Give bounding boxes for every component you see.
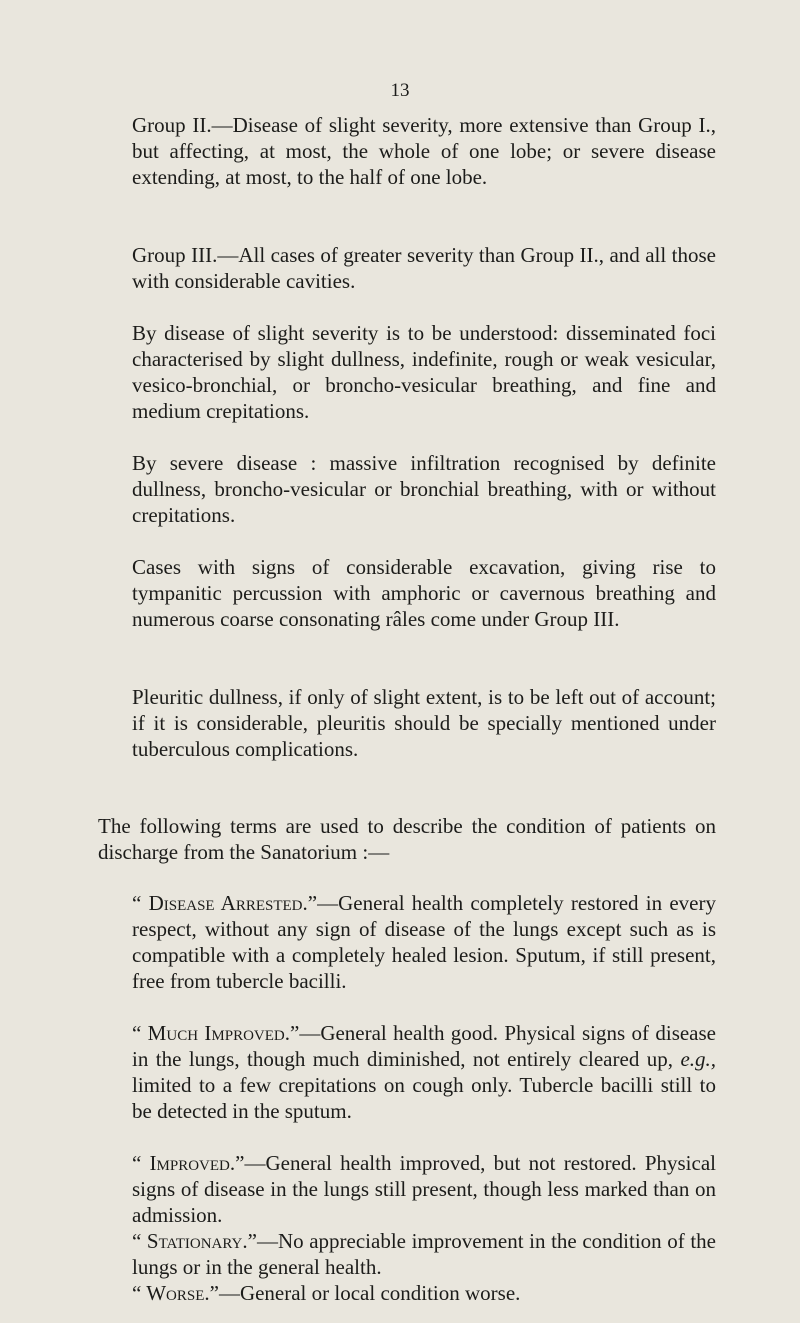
term-worse (132, 1280, 716, 1306)
term-description-continued: limited to a few crepitations on cough only. Tubercle bacilli still to be detected in the sputum. (132, 1073, 716, 1123)
term-label: “ Much Improved.” (132, 1021, 300, 1045)
term-description: —General or local condition worse. (218, 1281, 521, 1305)
paragraph-slight-severity-definition: By disease of slight severity is to be understood: disseminated foci characterised by slight dullness, indefinite, rough or weak vesicular, vesico-bronchial, or broncho-vesicular breathing, and fine and medium crepitations. (132, 321, 716, 423)
term-description: —General health improved, but not restored. Physical signs of disease in the lungs still present, though less marked than on admission. (132, 1151, 716, 1227)
discharge-intro: The following terms are used to describe the condition of patients on discharge from the Sanatorium :— (98, 814, 716, 864)
paragraph-group-iii: Group III.—All cases of greater severity than Group II., and all those with considerable cavities. (132, 243, 716, 293)
term-label: “ Improved.” (132, 1151, 245, 1175)
term-description: —General health completely restored in every respect, without any sign of disease of the lungs except such as is compatible with a completely healed lesion. Sputum, if still present, free from tubercle bacilli. (132, 891, 716, 993)
term-description: —No appreciable improvement in the condition of the lungs or in the general health. (132, 1229, 716, 1279)
term-label: “ Worse.” (132, 1281, 219, 1305)
term-improved (132, 1150, 716, 1228)
paragraph-excavation: Cases with signs of considerable excavation, giving rise to tympanitic percussion with amphoric or cavernous breathing and numerous coarse consonating râles come under Group III. (132, 555, 716, 631)
paragraph-group-ii: Group II.—Disease of slight severity, more extensive than Group I., but affecting, at most, the whole of one lobe; or severe disease extending, at most, to the half of one lobe. (132, 113, 716, 189)
term-description: —General health good. Physical signs of disease in the lungs, though much diminished, not entirely cleared up, (132, 1021, 716, 1071)
paragraph-pleuritic-dullness: Pleuritic dullness, if only of slight extent, is to be left out of account; if it is considerable, pleuritis should be specially mentioned under tuberculous complications. (132, 685, 716, 761)
term-stationary (132, 1228, 716, 1280)
term-much-improved (132, 1020, 716, 1124)
term-disease-arrested (132, 890, 716, 994)
paragraph-severe-disease-definition: By severe disease : massive infiltration recognised by definite dullness, broncho-vesicular or bronchial breathing, with or without crepitations. (132, 451, 716, 527)
page-number: 13 (390, 80, 410, 101)
term-example-abbrev: e.g., (680, 1047, 717, 1071)
term-label: “ Stationary.” (132, 1229, 257, 1253)
term-label: “ Disease Arrested.” (132, 891, 318, 915)
